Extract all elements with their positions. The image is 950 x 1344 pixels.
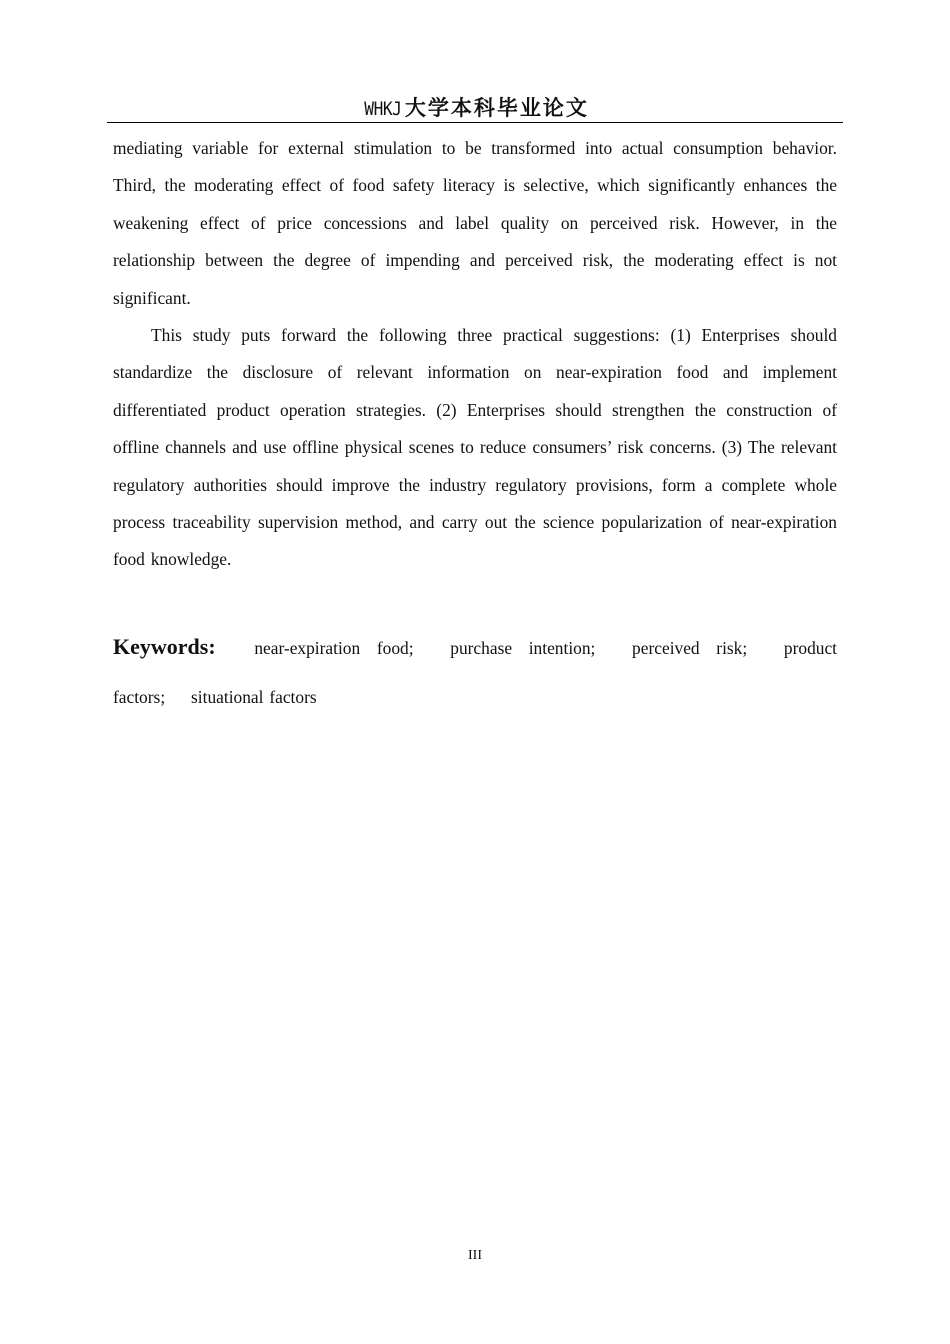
header-school-code: WHKJ (364, 98, 402, 120)
page-number: III (468, 1248, 482, 1263)
header-rule (107, 122, 843, 123)
header-thesis-title: 大学本科毕业论文 (404, 96, 589, 120)
keyword-item: situational factors (191, 687, 317, 707)
keyword-item: purchase intention; (450, 638, 596, 658)
running-header (107, 94, 843, 122)
abstract-body (113, 130, 837, 579)
keyword-item: perceived risk; (632, 638, 748, 658)
keyword-item: product factors; (113, 638, 838, 707)
abstract-paragraph-continued: mediating variable for external stimulation to be transformed into actual consumption behavior. Third, the moderating effect of food safety literacy is selective, which significantly enhances the weakening effect of price concessions and label quality on perceived risk. However, in the relationship between the degree of impending and perceived risk, the moderating effect is not significant. (113, 138, 837, 308)
abstract-paragraph-suggestions: This study puts forward the following three practical suggestions: (1) Enterprises should standardize the disclosure of relevant information on near-expiration food and implement differentiated product operation strategies. (2) Enterprises should strengthen the construction of offline channels and use offline physical scenes to reduce consumers’ risk concerns. (3) The relevant regulatory authorities should improve the industry regulatory provisions, form a complete whole process traceability supervision method, and carry out the science popularization of near-expiration food knowledge. (113, 325, 837, 570)
keywords-block (113, 622, 837, 722)
keyword-item: near-expiration food; (254, 638, 414, 658)
keywords-label: Keywords: (113, 634, 216, 659)
